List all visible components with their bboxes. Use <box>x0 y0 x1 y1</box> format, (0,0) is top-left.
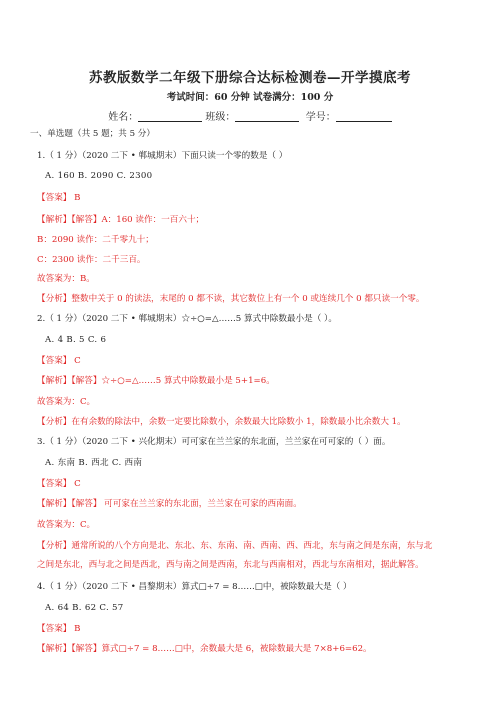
name-label: 姓名： <box>108 112 139 123</box>
question-options: A. 东南 B. 西北 C. 西南 <box>45 458 143 468</box>
question-stem: 2.（ 1 分）（2020 二下 • 郸城期末）☆÷○=△……5 算式中除数最小是（ ）。 <box>37 314 337 324</box>
summary-line: 【分析】通常所说的八个方向是北、东北、东、东南、南、西南、西、西北，东与南之间是东南，东与北 <box>37 541 433 551</box>
section-heading: 一、单选题（共 5 题；共 5 分） <box>30 129 155 139</box>
student-info-row <box>0 108 500 123</box>
page-title: 苏教版数学二年级下册综合达标检测卷—开学摸底考 <box>89 70 411 86</box>
analysis-line: 【解析】【解答】算式□÷7 = 8……□中，余数最大是 6，被除数最大是 7×8+6=62。 <box>37 644 372 654</box>
answer-line: 【答案】 C <box>37 479 81 489</box>
answer-line: 【答案】 B <box>37 193 81 203</box>
analysis-line: 【解析】【解答】 可可家在兰兰家的东北面，兰兰家在可家的西南面。 <box>37 499 302 509</box>
question-stem: 4.（ 1 分）（2020 二下 • 昌黎期末）算式□÷7 = 8……□中，被除数最大是（ ） <box>37 582 352 592</box>
question-options: A. 64 B. 62 C. 57 <box>45 603 124 613</box>
summary-line: 之间是东北，西与北之间是西北，西与南之间是西南，东北与西南相对，西北与东南相对，据此解答。 <box>37 560 424 570</box>
analysis-line: 【解析】【解答】☆÷○=△……5 算式中除数最小是 5+1=6。 <box>37 376 275 386</box>
summary-line: 【分析】整数中关于 0 的读法，末尾的 0 都不读，其它数位上有一个 0 或连续几个 0 都只读一个零。 <box>37 294 425 304</box>
answer-line: 【答案】 B <box>37 624 81 634</box>
answer-line: 【答案】 C <box>37 356 81 366</box>
question-stem: 1.（ 1 分）（2020 二下 • 郸城期末）下面只读一个零的数是（ ） <box>37 151 288 161</box>
class-label: 班级： <box>205 112 236 123</box>
id-blank <box>336 111 392 122</box>
analysis-line: B：2090 读作：二千零九十； <box>37 235 154 245</box>
analysis-line: C：2300 读作：二千三百。 <box>37 255 146 265</box>
conclusion-line: 故答案为：C。 <box>37 397 96 407</box>
question-options: A. 160 B. 2090 C. 2300 <box>45 171 153 181</box>
class-blank <box>235 111 299 122</box>
conclusion-line: 故答案为：C。 <box>37 520 96 530</box>
id-label: 学号： <box>305 112 336 123</box>
question-stem: 3.（ 1 分）（2020 二下 • 兴化期末）可可家在兰兰家的东北面，兰兰家在可可家的（ ）面。 <box>37 437 391 447</box>
exam-info: 考试时间：60 分钟 试卷满分：100 分 <box>166 92 334 103</box>
question-options: A. 4 B. 5 C. 6 <box>45 335 107 345</box>
analysis-line: 【解析】【解答】A：160 读作：一百六十； <box>37 215 205 225</box>
conclusion-line: 故答案为：B。 <box>37 274 95 284</box>
summary-line: 【分析】在有余数的除法中，余数一定要比除数小，余数最大比除数小 1，除数最小比余数大 1。 <box>37 417 406 427</box>
name-blank <box>138 111 202 122</box>
